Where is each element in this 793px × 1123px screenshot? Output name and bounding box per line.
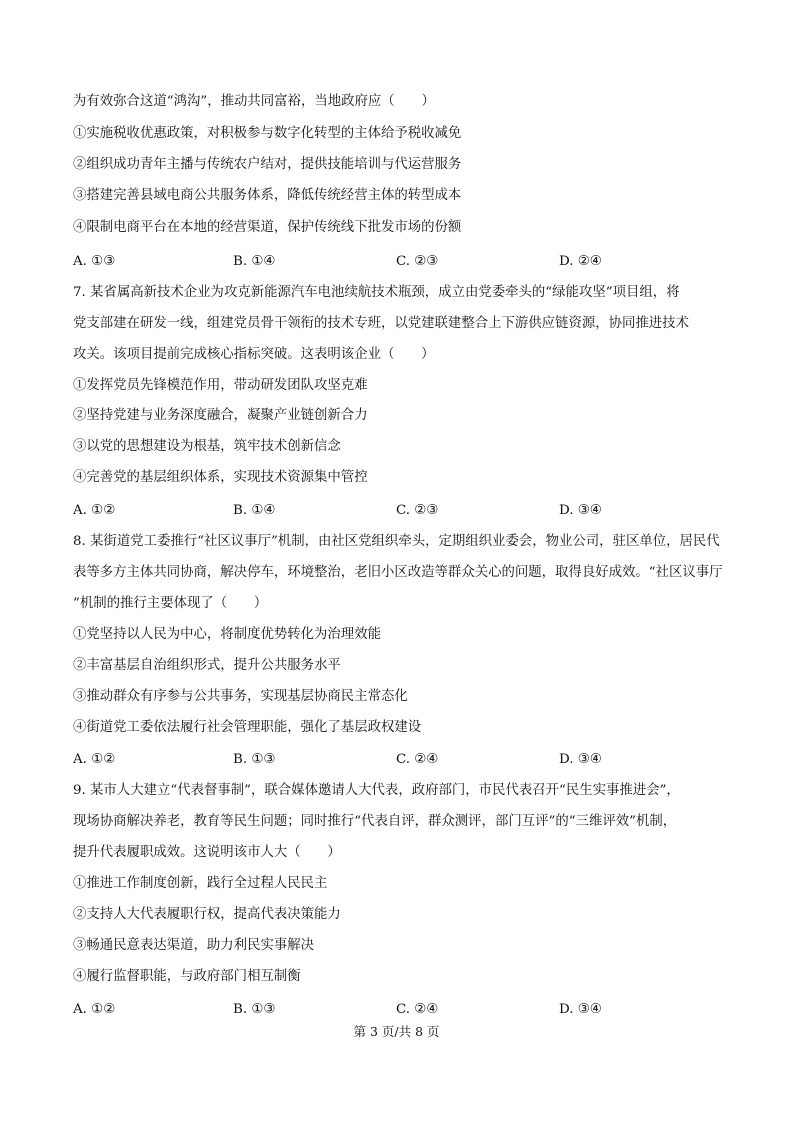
question-8-option-a: A. ①② bbox=[73, 752, 116, 767]
question-6-stem: 为有效弥合这道“鸿沟”，推动共同富裕，当地政府应（ ） bbox=[73, 94, 435, 109]
question-7-item-1: ①发挥党员先锋模范作用，带动研发团队攻坚克难 bbox=[73, 378, 368, 393]
question-9-item-4: ④履行监督职能，与政府部门相互制衡 bbox=[73, 969, 301, 984]
question-9-stem-line-1: 9. 某市人大建立“代表督事制”，联合媒体邀请人大代表，政府部门，市民代表召开“民生实事推进会”， bbox=[73, 783, 680, 798]
question-9-stem-line-3: 提升代表履职成效。这说明该市人大（ ） bbox=[73, 845, 341, 860]
question-6-item-1: ①实施税收优惠政策，对积极参与数字化转型的主体给予税收减免 bbox=[73, 126, 462, 141]
question-6-item-2: ②组织成功青年主播与传统农户结对，提供技能培训与代运营服务 bbox=[73, 157, 462, 172]
question-8-item-1: ①党坚持以人民为中心，将制度优势转化为治理效能 bbox=[73, 627, 381, 642]
question-6-item-3: ③搭建完善县域电商公共服务体系，降低传统经营主体的转型成本 bbox=[73, 188, 462, 203]
question-6-option-b: B. ①④ bbox=[233, 254, 276, 269]
question-7-item-3: ③以党的思想建设为根基，筑牢技术创新信念 bbox=[73, 439, 341, 454]
question-9-item-2: ②支持人大代表履职行权，提高代表决策能力 bbox=[73, 907, 341, 922]
question-7-option-b: B. ①④ bbox=[233, 503, 276, 518]
question-8-item-4: ④街道党工委依法履行社会管理职能，强化了基层政权建设 bbox=[73, 720, 422, 735]
question-7-option-c: C. ②③ bbox=[396, 503, 439, 518]
question-8-option-d: D. ③④ bbox=[559, 752, 602, 767]
question-7-item-2: ②坚持党建与业务深度融合，凝聚产业链创新合力 bbox=[73, 408, 368, 423]
question-8-stem-line-3: ”机制的推行主要体现了（ ） bbox=[73, 596, 268, 611]
question-8-item-2: ②丰富基层自治组织形式，提升公共服务水平 bbox=[73, 658, 341, 673]
question-9-option-d: D. ③④ bbox=[559, 1002, 602, 1017]
question-8-item-3: ③推动群众有序参与公共事务，实现基层协商民主常态化 bbox=[73, 689, 408, 704]
question-7-option-a: A. ①② bbox=[73, 503, 116, 518]
page-footer: 第 3 页/共 8 页 bbox=[353, 1024, 440, 1039]
question-6-item-4: ④限制电商平台在本地的经营渠道，保护传统线下批发市场的份额 bbox=[73, 220, 462, 235]
question-6-option-c: C. ②③ bbox=[396, 254, 439, 269]
question-9-stem-line-2: 现场协商解决养老，教育等民生问题；同时推行“代表自评，群众测评，部门互评”的“三维评效”机制， bbox=[73, 814, 677, 829]
question-8-option-b: B. ①③ bbox=[233, 752, 276, 767]
question-9-option-a: A. ①② bbox=[73, 1002, 116, 1017]
question-7-option-d: D. ③④ bbox=[559, 503, 602, 518]
question-7-item-4: ④完善党的基层组织体系，实现技术资源集中管控 bbox=[73, 470, 368, 485]
question-6-option-a: A. ①③ bbox=[73, 254, 116, 269]
question-7-stem-line-2: 党支部建在研发一线，组建党员骨干领衔的技术专班，以党建联建整合上下游供应链资源，协同推进技术 bbox=[73, 316, 689, 331]
question-7-stem-line-3: 攻关。该项目提前完成核心指标突破。这表明该企业（ ） bbox=[73, 347, 435, 362]
question-9-option-c: C. ②④ bbox=[396, 1002, 439, 1017]
question-9-item-1: ①推进工作制度创新，践行全过程人民民主 bbox=[73, 876, 328, 891]
question-9-option-b: B. ①③ bbox=[233, 1002, 276, 1017]
question-8-stem-line-1: 8. 某街道党工委推行“社区议事厅”机制，由社区党组织牵头，定期组织业委会，物业公司，驻区单位，居民代 bbox=[73, 534, 720, 549]
question-9-item-3: ③畅通民意表达渠道，助力利民实事解决 bbox=[73, 938, 315, 953]
question-7-stem-line-1: 7. 某省属高新技术企业为攻克新能源汽车电池续航技术瓶颈，成立由党委牵头的“绿能攻坚”项目组，将 bbox=[73, 285, 680, 300]
question-6-option-d: D. ②④ bbox=[559, 254, 602, 269]
question-8-option-c: C. ②④ bbox=[396, 752, 439, 767]
question-8-stem-line-2: 表等多方主体共同协商，解决停车，环境整治，老旧小区改造等群众关心的问题，取得良好成效。“社区议事厅 bbox=[73, 565, 723, 580]
